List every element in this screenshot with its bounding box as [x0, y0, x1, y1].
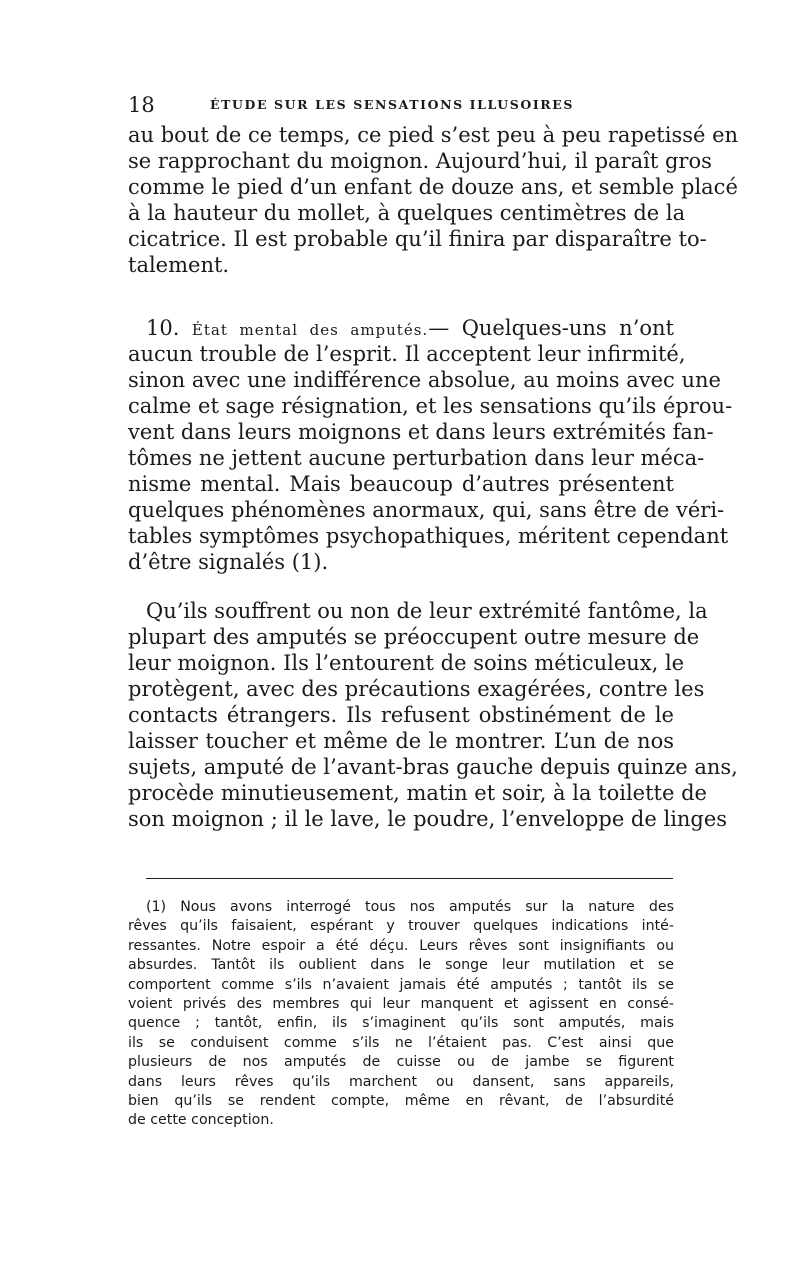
text-line: procède minutieusement, matin et soir, à la toilette de	[128, 781, 707, 805]
text-line: à la hauteur du mollet, à quelques centimètres de la	[128, 201, 686, 225]
text-line: d’être signalés (1).	[128, 550, 329, 574]
text-line: calme et sage résignation, et les sensations qu’ils éprou-	[128, 394, 733, 418]
footnote-line: voient privés des membres qui leur manquent et agissent en consé-	[128, 995, 674, 1012]
text-line: tables symptômes psychopathiques, méritent cependant	[128, 524, 729, 548]
text-line: quelques phénomènes anormaux, qui, sans être de véri-	[128, 498, 725, 522]
text-line: nisme mental. Mais beaucoup d’autres présentent	[128, 472, 674, 496]
text-line: cicatrice. Il est probable qu’il finira par disparaître to-	[128, 227, 707, 251]
footnote-line: plusieurs de nos amputés de cuisse ou de jambe se figurent	[128, 1054, 674, 1071]
running-title: ÉTUDE SUR LES SENSATIONS ILLUSOIRES	[210, 97, 575, 112]
footnote-line: ils se conduisent comme s’ils ne l’étaient pas. C’est ainsi que	[128, 1034, 674, 1051]
footnote-line: (1) Nous avons interrogé tous nos amputés sur la nature des	[146, 899, 674, 915]
section-heading-line	[128, 315, 674, 341]
text-line: plupart des amputés se préoccupent outre mesure de	[128, 625, 700, 649]
section-heading: État mental des amputés.	[191, 321, 429, 339]
paragraph-stump-care	[128, 598, 738, 832]
text-line: talement.	[128, 253, 230, 277]
text-line: sinon avec une indifférence absolue, au moins avec une	[128, 368, 721, 392]
text-line: protègent, avec des précautions exagérées, contre les	[128, 677, 705, 701]
text-line: Qu’ils souffrent ou non de leur extrémité fantôme, la	[146, 599, 708, 623]
text-line: au bout de ce temps, ce pied s’est peu à peu rapetissé en	[128, 123, 739, 147]
text-line: leur moignon. Ils l’entourent de soins méticuleux, le	[128, 651, 685, 675]
text-line: tômes ne jettent aucune perturbation dans leur méca-	[128, 446, 705, 470]
section-10-paragraph	[128, 315, 733, 575]
heading-dash: —	[428, 316, 450, 340]
paragraph-continuation	[128, 122, 739, 278]
text-line: comme le pied d’un enfant de douze ans, et semble placé	[128, 175, 738, 199]
footnote-line: rêves qu’ils faisaient, espérant y trouver quelques indications inté-	[128, 918, 674, 935]
text-line: aucun trouble de l’esprit. Il acceptent leur infirmité,	[128, 342, 686, 366]
text-line: sujets, amputé de l’avant-bras gauche depuis quinze ans,	[128, 755, 738, 779]
text-line: laisser toucher et même de le montrer. L’un de nos	[128, 729, 674, 753]
text-line: se rapprochant du moignon. Aujourd’hui, il paraît gros	[128, 149, 712, 173]
text-line: contacts étrangers. Ils refusent obstinément de le	[128, 703, 674, 727]
footnote-line: de cette conception.	[128, 1112, 274, 1129]
page-number: 18	[128, 93, 155, 117]
footnote-line: absurdes. Tantôt ils oublient dans le songe leur mutilation et se	[128, 957, 674, 974]
footnote-line: dans leurs rêves qu’ils marchent ou dansent, sans appareils,	[128, 1073, 674, 1090]
footnote-line: quence ; tantôt, enfin, ils s’imaginent qu’ils sont amputés, mais	[128, 1015, 674, 1032]
heading-line-text: Quelques-uns n’ont	[449, 316, 674, 340]
footnote-divider	[146, 878, 673, 879]
footnote-line: ressantes. Notre espoir a été déçu. Leurs rêves sont insignifiants ou	[128, 937, 674, 954]
footnote	[128, 898, 674, 1131]
footnote-line: comportent comme s’ils n’avaient jamais été amputés ; tantôt ils se	[128, 976, 674, 993]
section-number: 10.	[146, 316, 180, 340]
text-line: son moignon ; il le lave, le poudre, l’enveloppe de linges	[128, 807, 728, 831]
running-header	[128, 90, 674, 120]
text-line: vent dans leurs moignons et dans leurs extrémités fan-	[128, 420, 714, 444]
footnote-line: bien qu’ils se rendent compte, même en rêvant, de l’absurdité	[128, 1092, 674, 1109]
